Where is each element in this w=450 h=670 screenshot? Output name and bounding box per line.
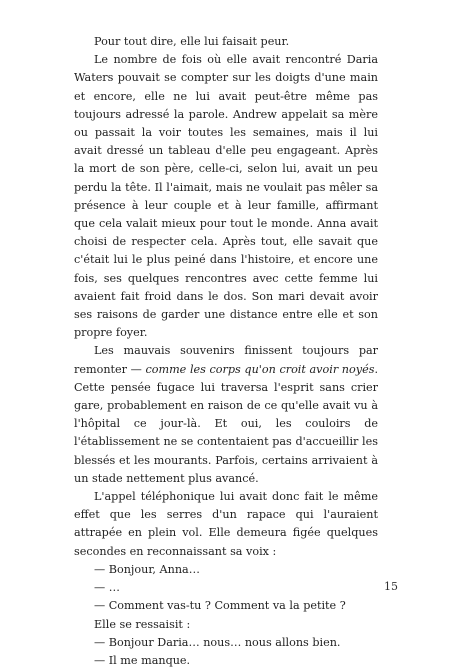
- dialogue-line: — …: [94, 581, 120, 595]
- dialogue-line: — Bonjour Daria… nous… nous allons bien.: [94, 635, 341, 649]
- paragraph-3-end: . Cette pensée fugace lui traversa l'esprit sans crier gare, probablement en raison de ce qu'elle avait vu à l'hôpital ce jour-là. Et oui, les couloirs de l'établissement ne se contentaient pas d'accueillir les blessés et les mourants. Parfois, certains arrivaient à un stade nettement plus avancé.: [74, 362, 378, 485]
- body-text: [74, 33, 378, 670]
- paragraph-4: L'appel téléphonique lui avait donc fait le même effet que les serres d'un rapace qui l'auraient attrapée en plein vol. Elle demeura figée quelques secondes en reconnaissant sa voix :: [74, 490, 378, 558]
- dialogue-line: — Bonjour, Anna…: [94, 562, 200, 576]
- dialogue-line: — Comment vas-tu ? Comment va la petite ?: [94, 599, 346, 613]
- narration-line: Elle se ressaisit :: [94, 617, 191, 631]
- dialogue-line: — Il me manque.: [94, 653, 191, 667]
- paragraph-3-start: Les mauvais souvenirs finissent toujours par remonter —: [74, 344, 378, 376]
- paragraph-2: Le nombre de fois où elle avait rencontré Daria Waters pouvait se compter sur les doigts d'une main et encore, elle ne lui avait peut-être même pas toujours adressé la parole. Andrew appelait sa mère ou passait la voir toutes les semaines, mais il lui avait dressé un tableau d'elle peu engageant. Après la mort de son père, celle-ci, selon lui, avait un peu perdu la tête. Il l'aimait, mais ne voulait pas mêler sa présence à leur couple et à leur famille, affirmant que cela valait mieux pour tout le monde. Anna avait choisi de respecter cela. Après tout, elle savait que c'était lui le plus peiné dans l'histoire, et encore une fois, ses quelques rencontres avec cette femme lui avaient fait froid dans le dos. Son mari devait avoir ses raisons de garder une distance entre elle et son propre foyer.: [74, 53, 378, 340]
- paragraph-3-italic: comme les corps qu'on croit avoir noyés: [145, 362, 375, 376]
- page-number: 15: [384, 580, 398, 593]
- paragraph-1: Pour tout dire, elle lui faisait peur.: [94, 35, 290, 48]
- paragraph-3: [74, 342, 378, 488]
